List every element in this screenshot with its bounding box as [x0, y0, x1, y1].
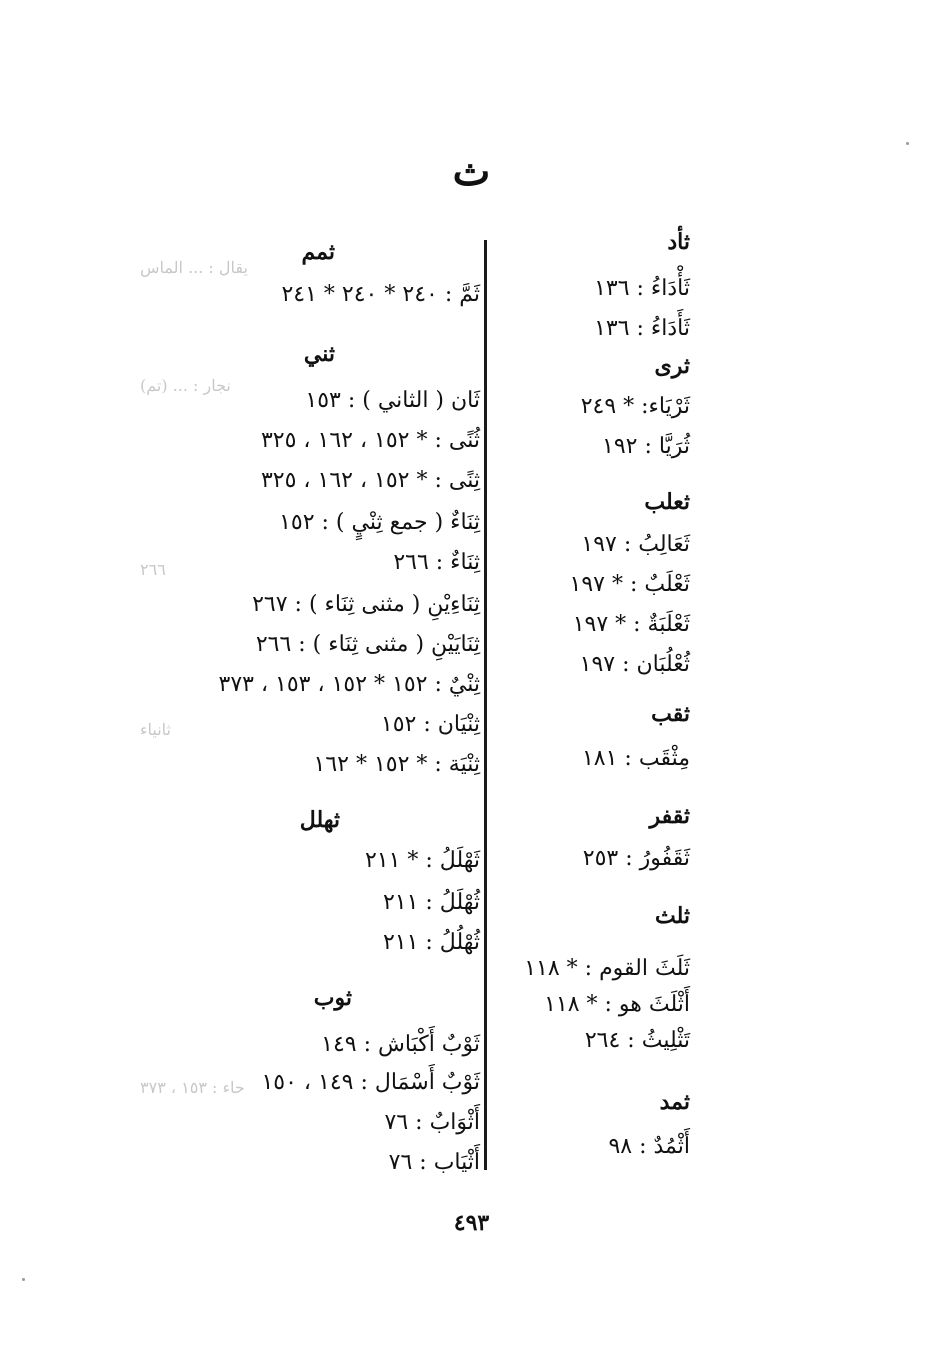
index-entry: ثَوْبٌ أَكْبَاش : ١٤٩ — [321, 1032, 480, 1057]
bleed-through-text: يقال : ... الماس — [140, 258, 248, 277]
index-entry: ثُرَيَّا : ١٩٢ — [602, 434, 690, 459]
index-entry: ثُنًى : * ١٥٢ ، ١٦٢ ، ٣٢٥ — [260, 428, 480, 453]
index-entry: ثَعْلَبٌ : * ١٩٧ — [569, 572, 690, 597]
index-entry: ثِنْيَان : ١٥٢ — [380, 712, 480, 737]
root-group — [608, 1090, 690, 1162]
bleed-through-text: ثانياء — [140, 720, 172, 739]
index-entry: ثَان ( الثاني ) : ١٥٣ — [305, 388, 480, 413]
index-entry: ثِنْيٌ : ١٥٢ * ١٥٢ ، ١٥٣ ، ٣٧٣ — [218, 672, 480, 697]
root-heading: ثقفر — [649, 803, 690, 829]
root-heading: ثقب — [651, 701, 690, 727]
index-entry: ثَلَثَ القوم : * ١١٨ — [524, 956, 690, 981]
root-group — [524, 904, 690, 1056]
index-entry: ثَأَدَاءُ : ١٣٦ — [594, 316, 690, 341]
root-group — [581, 354, 690, 462]
bleed-through-text: نجار : ... (تم) — [140, 376, 231, 395]
index-entry: ثَمَّ : ٢٤٠ * ٢٤٠ * ٢٤١ — [281, 282, 480, 307]
index-entry: ثَقَفُورُ : ٢٥٣ — [582, 846, 690, 871]
index-entry: مِثْقَب : ١٨١ — [581, 746, 690, 771]
index-entry: ثُهْلَلُ : ٢١١ — [382, 890, 480, 915]
root-heading: ثني — [303, 341, 335, 367]
root-heading: ثهلل — [299, 807, 340, 833]
root-heading: ثمد — [659, 1089, 690, 1115]
index-entry: ثَعَالِبُ : ١٩٧ — [581, 532, 690, 557]
root-heading: ثلث — [654, 903, 690, 929]
scan-speck — [22, 1278, 25, 1281]
index-entry: ثِنَايَيْنِ ( مثنى ثِنَاء ) : ٢٦٦ — [255, 632, 480, 657]
index-entry: ثَرْيَاء: * ٢٤٩ — [580, 394, 690, 419]
index-entry: ثَعْلَبَةٌ : * ١٩٧ — [572, 612, 690, 637]
root-group — [300, 808, 340, 832]
index-entry: ثِنَاءِيْنِ ( مثنى ثِنَاء ) : ٢٦٧ — [252, 592, 480, 617]
index-entry: ثَأْدَاءُ : ١٣٦ — [594, 276, 690, 301]
index-entry: ثِنَاءٌ : ٢٦٦ — [393, 550, 480, 575]
root-group — [570, 490, 690, 680]
index-entry: أَثْلَثَ هو : * ١١٨ — [544, 992, 690, 1017]
root-group — [582, 702, 690, 774]
root-group — [583, 804, 690, 874]
root-group — [594, 230, 690, 344]
index-entry: ثِنْيَة : * ١٥٢ * ١٦٢ — [313, 752, 480, 777]
index-entry: أَثْمُدٌ : ٩٨ — [608, 1134, 690, 1159]
column-divider — [484, 240, 487, 1170]
root-heading: ثمم — [301, 239, 335, 265]
section-letter-heading: ث — [452, 148, 491, 195]
root-heading: ثوب — [313, 985, 352, 1011]
scan-speck — [906, 142, 909, 145]
index-entry: ثِنَاءٌ ( جمع ثِنْيٍ ) : ١٥٢ — [279, 510, 480, 535]
root-group — [304, 342, 335, 366]
root-group — [314, 986, 352, 1010]
root-heading: ثعلب — [644, 489, 690, 515]
root-heading: ثأد — [667, 229, 690, 255]
index-entry: ثَهْلَلُ : * ٢١١ — [364, 848, 480, 873]
bleed-through-text: حاء : ١٥٣ ، ٣٧٣ — [140, 1078, 245, 1097]
index-entry: ثِنًى : * ١٥٢ ، ١٦٢ ، ٣٢٥ — [260, 468, 480, 493]
index-entry: أَثْوَابٌ : ٧٦ — [384, 1110, 480, 1135]
root-heading: ثرى — [654, 353, 690, 379]
index-entry: تَثْلِيثُ : ٢٦٤ — [584, 1028, 690, 1053]
bleed-through-text: ٢٦٦ — [140, 560, 166, 579]
index-entry: أَثْيَاب : ٧٦ — [388, 1150, 480, 1175]
index-entry: ثَوْبٌ أَسْمَال : ١٤٩ ، ١٥٠ — [261, 1070, 480, 1095]
index-entry: ثُعْلُبَان : ١٩٧ — [579, 652, 690, 677]
root-group — [302, 240, 335, 264]
index-entry: ثُهْلُلُ : ٢١١ — [382, 930, 480, 955]
page-number: ٤٩٣ — [453, 1210, 490, 1236]
